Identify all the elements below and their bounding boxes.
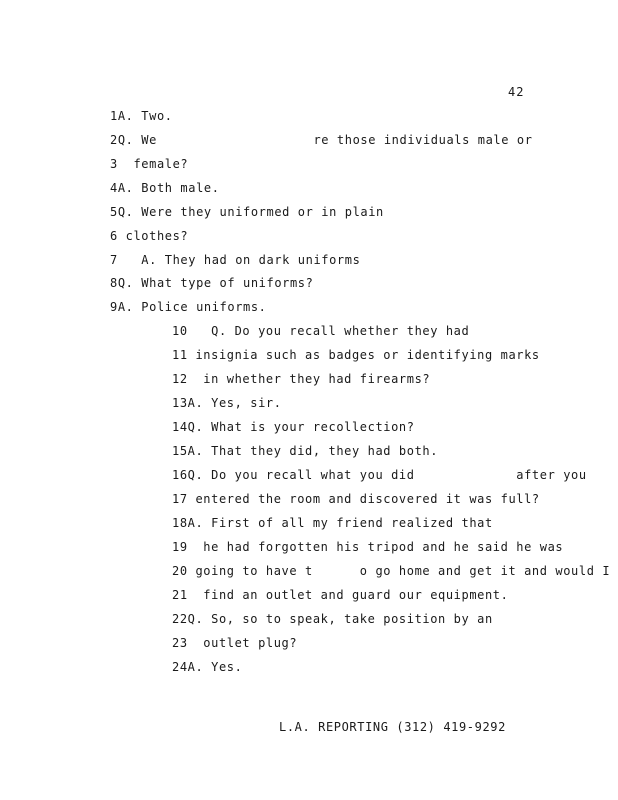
transcript-line-8: 8Q. What type of uniforms? bbox=[110, 276, 314, 290]
transcript-line-21: 21 find an outlet and guard our equipment. bbox=[172, 588, 509, 602]
transcript-line-11: 11 insignia such as badges or identifying marks bbox=[172, 348, 540, 362]
transcript-line-12: 12 in whether they had firearms? bbox=[172, 372, 431, 386]
transcript-line-14: 14Q. What is your recollection? bbox=[172, 420, 415, 434]
transcript-line-6: 6 clothes? bbox=[110, 229, 189, 243]
transcript-line-4: 4A. Both male. bbox=[110, 181, 220, 195]
transcript-line-17: 17 entered the room and discovered it was full? bbox=[172, 492, 540, 506]
transcript-line-22: 22Q. So, so to speak, take position by an bbox=[172, 612, 493, 626]
transcript-line-10: 10 Q. Do you recall whether they had bbox=[172, 324, 470, 338]
reporter-footer: L.A. REPORTING (312) 419-9292 bbox=[279, 720, 506, 734]
transcript-line-23: 23 outlet plug? bbox=[172, 636, 298, 650]
transcript-line-1: 1A. Two. bbox=[110, 109, 173, 123]
transcript-line-24: 24A. Yes. bbox=[172, 660, 243, 674]
transcript-line-20: 20 going to have t o go home and get it and would I bbox=[172, 564, 611, 578]
transcript-line-5: 5Q. Were they uniformed or in plain bbox=[110, 205, 384, 219]
transcript-line-18: 18A. First of all my friend realized that bbox=[172, 516, 493, 530]
transcript-line-3: 3 female? bbox=[110, 157, 189, 171]
transcript-line-2: 2Q. We re those individuals male or bbox=[110, 133, 533, 147]
transcript-line-16: 16Q. Do you recall what you did after you bbox=[172, 468, 587, 482]
transcript-line-15: 15A. That they did, they had both. bbox=[172, 444, 439, 458]
transcript-line-9: 9A. Police uniforms. bbox=[110, 300, 267, 314]
transcript-line-7: 7 A. They had on dark uniforms bbox=[110, 253, 361, 267]
transcript-line-19: 19 he had forgotten his tripod and he said he was bbox=[172, 540, 564, 554]
transcript-line-13: 13A. Yes, sir. bbox=[172, 396, 282, 410]
page-number: 42 bbox=[508, 85, 525, 99]
